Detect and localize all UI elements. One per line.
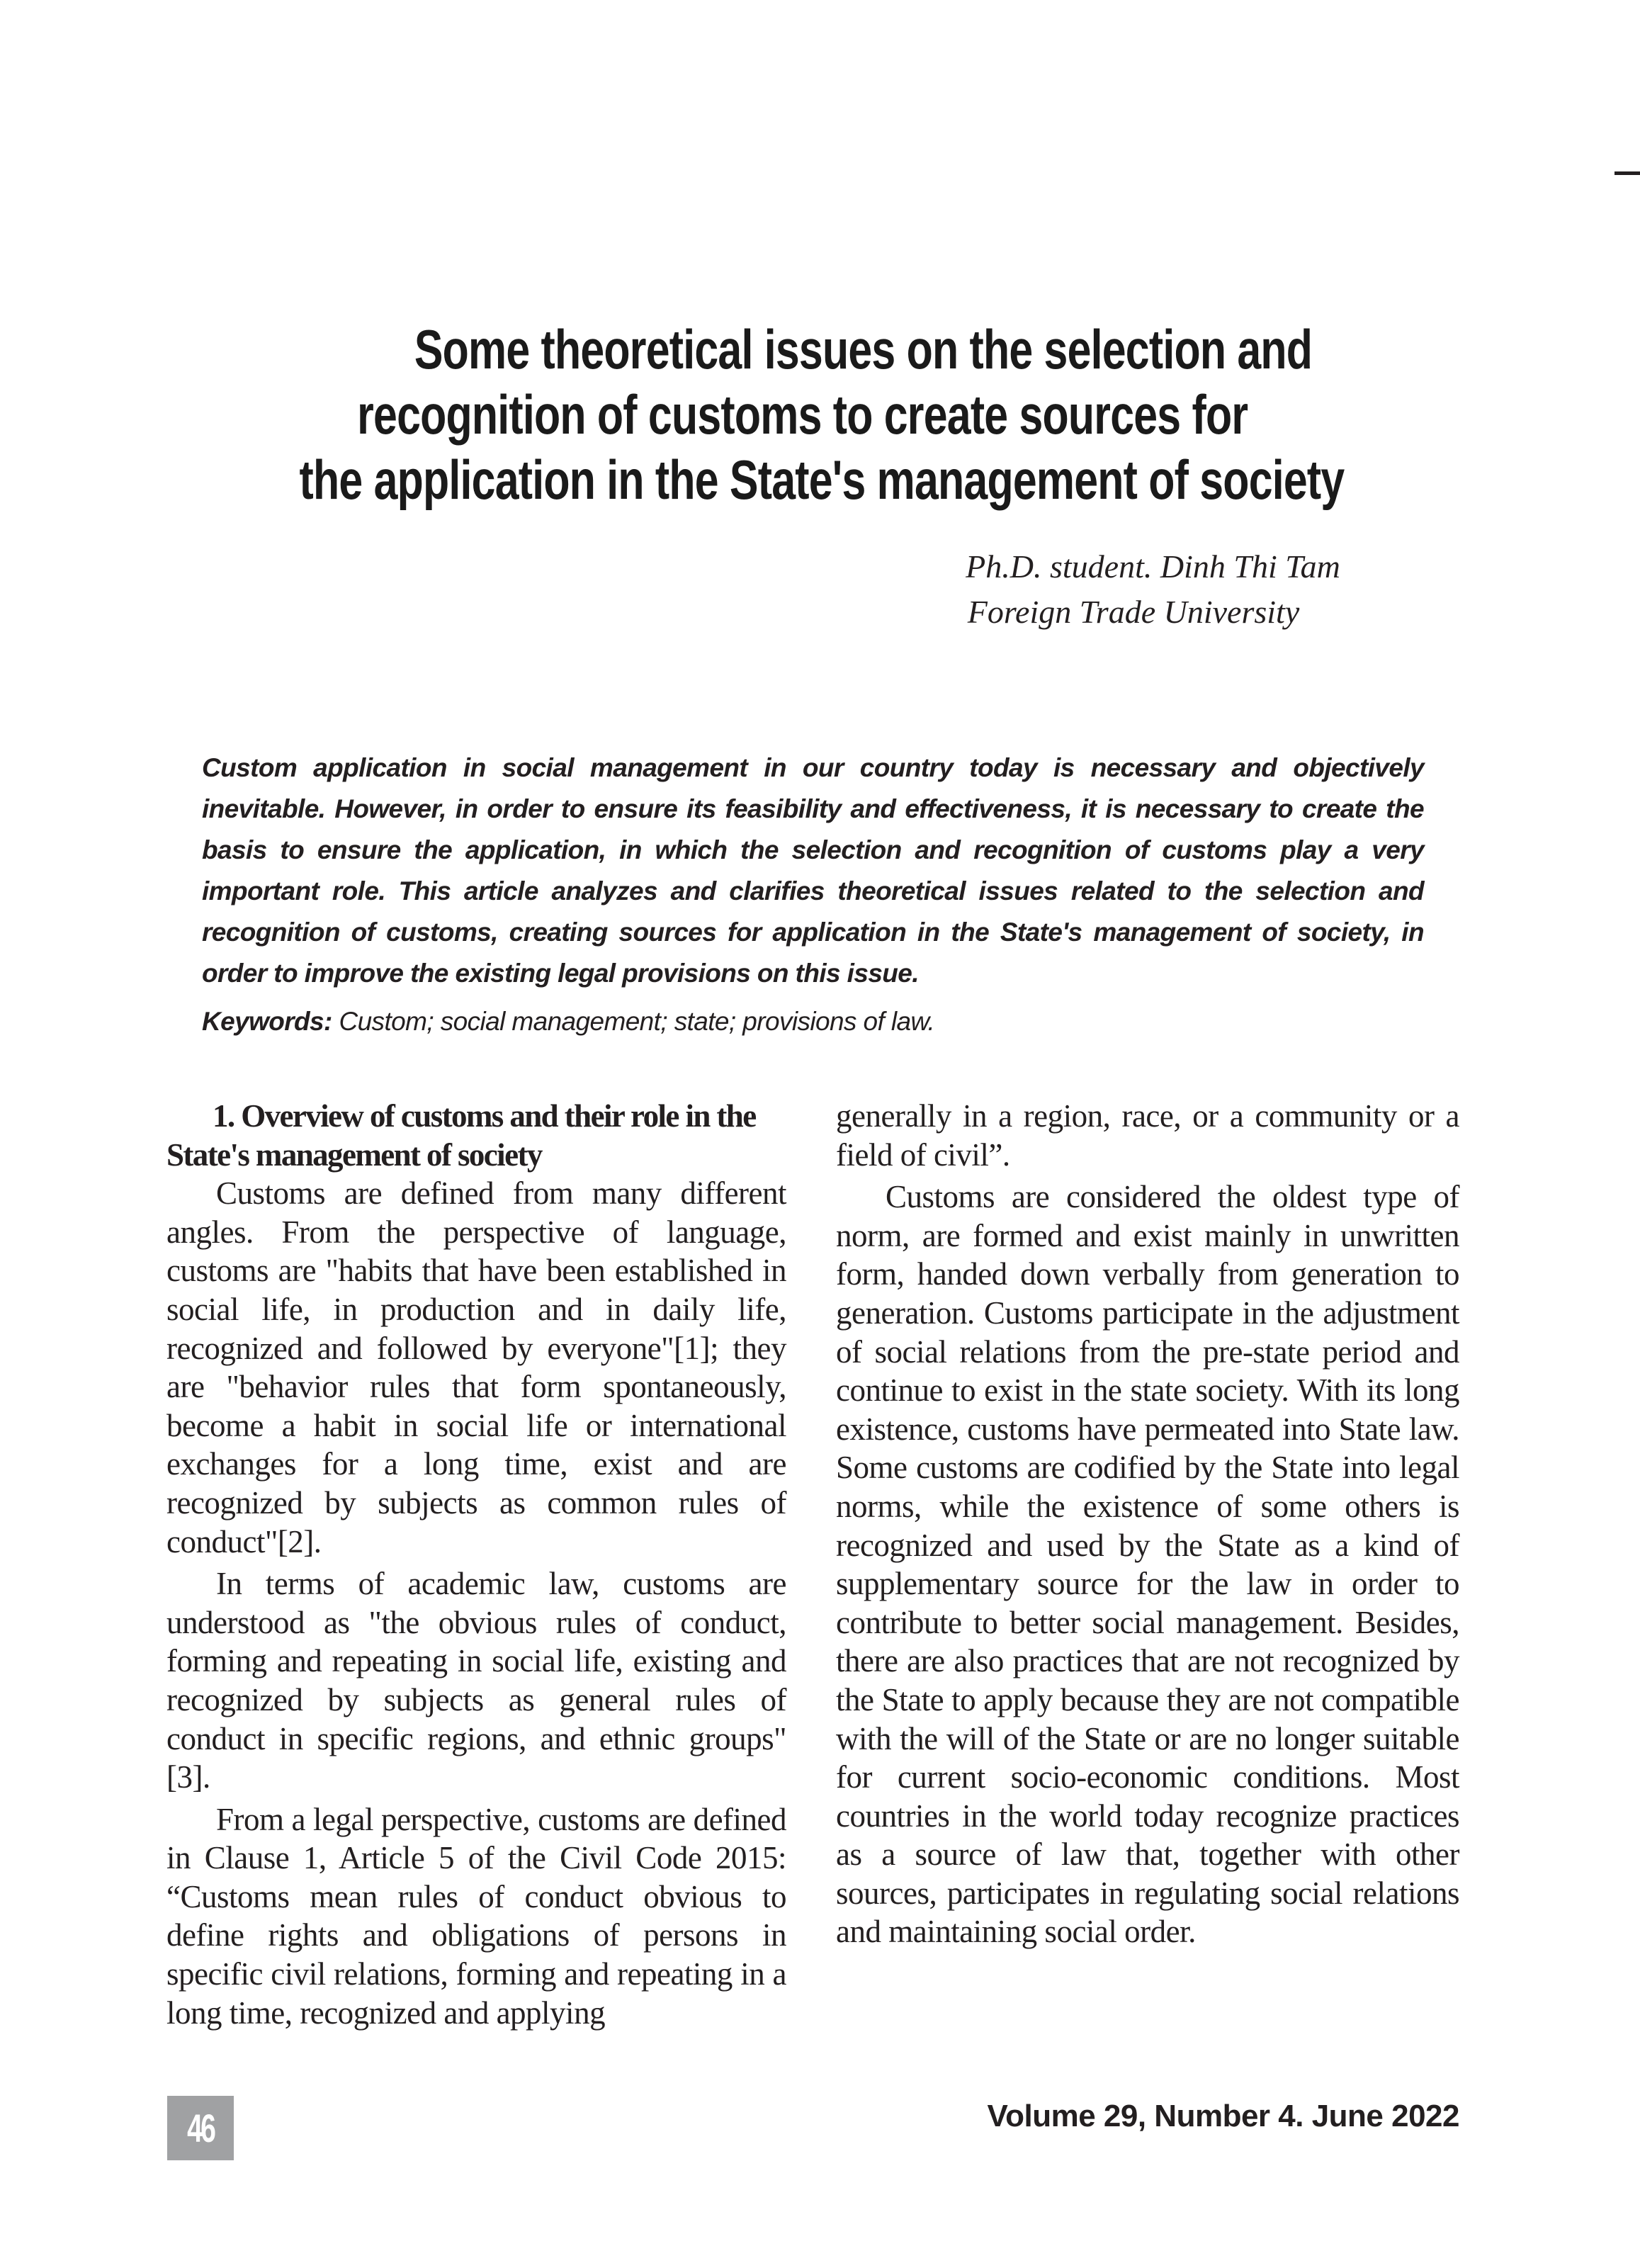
author-block bbox=[886, 544, 1381, 635]
title-line-1: Some theoretical issues on the selection and bbox=[414, 318, 1313, 381]
page-number-box bbox=[167, 2096, 234, 2160]
title-line-3: the application in the State's management of society bbox=[299, 448, 1345, 512]
paragraph: In terms of academic law, customs are understood as "the obvious rules of conduct, forming and repeating in social life, existing and recognized by subjects as general rules of conduct in specific regions, and ethnic groups"[3]. bbox=[166, 1566, 786, 1795]
left-column bbox=[166, 1097, 786, 2036]
article-title bbox=[291, 317, 1352, 512]
paragraph: Customs are considered the oldest type of norm, are formed and exist mainly in unwritten form, handed down verbally from generation to generation. Customs participate in the adjustment of social relations from the pre-state period and continue to exist in the state society. With its long existence, customs have permeated into State law. Some customs are codified by the State into legal norms, while the existence of some others is recognized and used by the State as a kind of supplementary source for the law in order to contribute to better social management. Besides, there are also practices that are not recognized by the State to apply because they are not compatible with the will of the State or are no longer suitable for current socio-economic conditions. Most countries in the world today recognize practices as a source of law that, together with other sources, participates in regulating social relations and maintaining social order. bbox=[836, 1179, 1459, 1950]
volume-info: Volume 29, Number 4. June 2022 bbox=[987, 2099, 1459, 2133]
paragraph-continuation: generally in a region, race, or a community or a field of civil”. bbox=[836, 1098, 1459, 1173]
title-line-2: recognition of customs to create sources for bbox=[357, 383, 1248, 446]
keywords bbox=[202, 1001, 1424, 1042]
paragraph: From a legal perspective, customs are defined in Clause 1, Article 5 of the Civil Code 2015: “Customs mean rules of conduct obvious to define rights and obligations of persons in specific civil relations, forming and repeating in a long time, recognized and applying bbox=[166, 1801, 786, 2031]
keywords-label: Keywords: bbox=[202, 1007, 332, 1036]
right-column bbox=[836, 1097, 1459, 1955]
page-number: 46 bbox=[186, 2106, 214, 2150]
abstract: Custom application in social management in our country today is necessary and objectively inevitable. However, in order to ensure its feasibility and effectiveness, it is necessary to create the basis to ensure the application, in which the selection and recognition of customs play a very important role. This article analyzes and clarifies theoretical issues related to the selection and recognition of customs, creating sources for application in the State's management of society, in order to improve the existing legal provisions on this issue. bbox=[202, 753, 1424, 988]
author-name: Ph.D. student. Dinh Thi Tam bbox=[966, 548, 1340, 585]
keywords-list: Custom; social management; state; provisions of law. bbox=[339, 1007, 935, 1036]
section-heading: 1. Overview of customs and their role in the State's management of society bbox=[166, 1098, 756, 1173]
page-edge-mark bbox=[1614, 171, 1640, 175]
author-affiliation: Foreign Trade University bbox=[967, 594, 1300, 630]
paragraph: Customs are defined from many different angles. From the perspective of language, customs are "habits that have been established in social life, in production and in daily life, recognized and followed by everyone"[1]; they are "behavior rules that form spontaneously, become a habit in social life or international exchanges for a long time, exist and are recognized by subjects as common rules of conduct"[2]. bbox=[166, 1175, 786, 1559]
